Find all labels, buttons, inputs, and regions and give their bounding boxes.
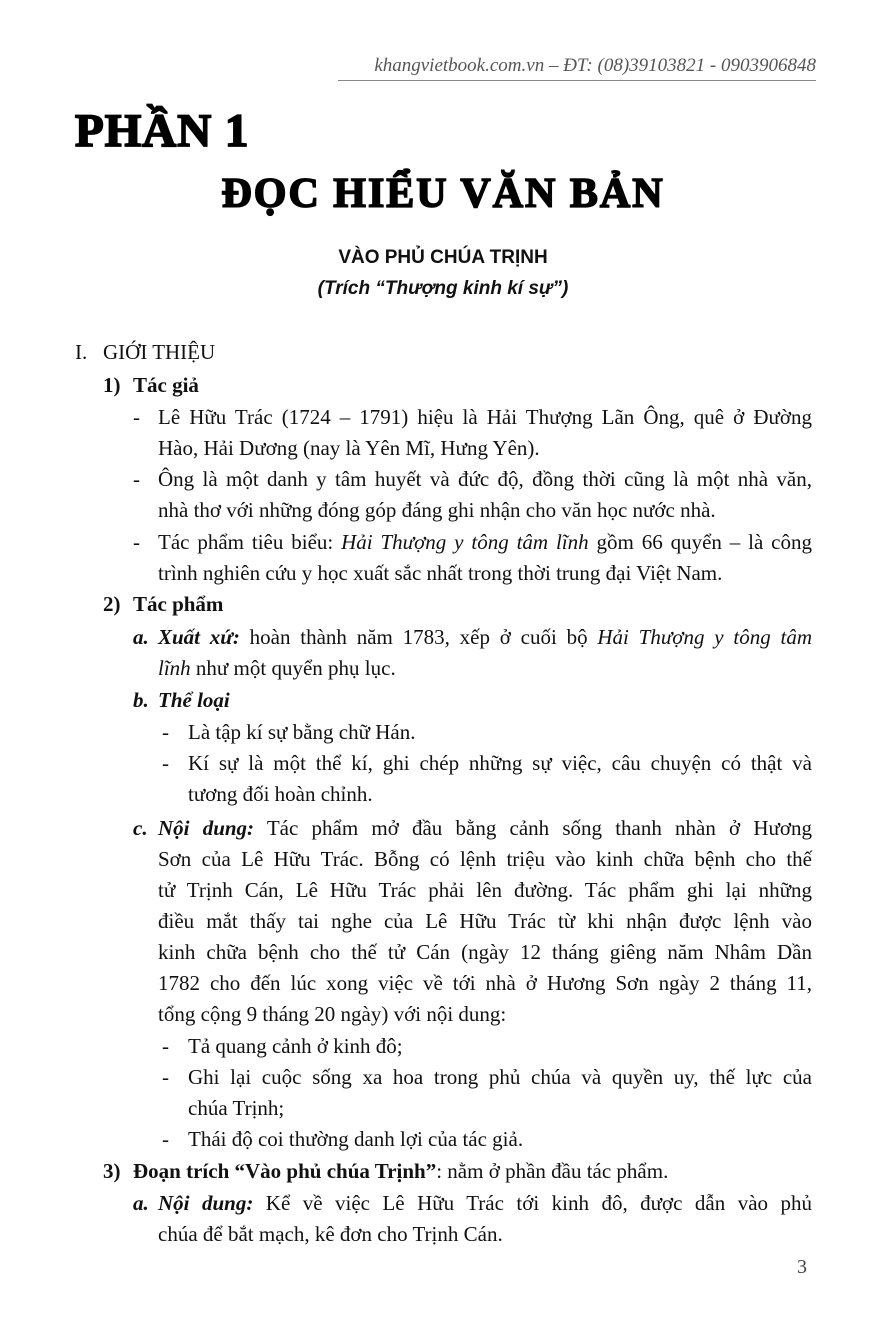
- s2-a-label: Xuất xứ:: [158, 625, 240, 649]
- s1-b3-line2: trình nghiên cứu y học xuất sắc nhất trong thời trung đại Việt Nam.: [158, 561, 723, 585]
- s3-heading-rest: : nằm ở phần đầu tác phẩm.: [436, 1159, 669, 1183]
- s2-b-d2-line1: Kí sự là một thể kí, ghi chép những sự việc, câu chuyện có thật và: [188, 751, 812, 775]
- s1-b3-text-end: gồm 66 quyển – là công: [588, 530, 812, 554]
- s3-a-line1: [158, 1190, 812, 1216]
- s2-heading: Tác phẩm: [133, 592, 224, 616]
- s1-heading: Tác giả: [133, 373, 199, 397]
- s2-c-line4: điều mắt thấy tai nghe của Lê Hữu Trác từ khi nhận được lệnh vào: [158, 909, 812, 933]
- work-title: VÀO PHỦ CHÚA TRỊNH: [338, 247, 548, 268]
- s2-c-line5: kinh chữa bệnh cho thế tử Cán (ngày 12 tháng giêng năm Nhâm Dần: [158, 940, 812, 964]
- s3-heading-line: [133, 1158, 668, 1184]
- s2-c-line3: tử Trịnh Cán, Lê Hữu Trác phải lên đường. Tác phẩm ghi lại những: [158, 878, 812, 902]
- intro-roman: I.: [75, 340, 88, 364]
- s2-c-line2: Sơn của Lê Hữu Trác. Bỗng có lệnh triệu vào kinh chữa bệnh cho thế: [158, 847, 812, 871]
- s2-c-letter: c.: [133, 816, 148, 840]
- header-rule: [338, 80, 816, 81]
- s2-c-label: Nội dung:: [158, 816, 255, 840]
- s2-c-text: Tác phẩm mở đầu bằng cảnh sống thanh nhàn ở Hương: [254, 816, 812, 840]
- intro-heading: GIỚI THIỆU: [103, 340, 216, 364]
- s1-b3-work-title: Hải Thượng y tông tâm lĩnh: [341, 530, 589, 554]
- s1-b3-dash: -: [133, 530, 140, 554]
- s2-c-line1: [158, 815, 812, 841]
- s2-b-label: Thể loại: [158, 688, 230, 712]
- s3-number: 3): [103, 1159, 121, 1183]
- s2-c-line6: 1782 cho đến lúc xong việc về tới nhà ở Hương Sơn ngày 2 tháng 11,: [158, 971, 812, 995]
- s2-a-text-end: như một quyển phụ lục.: [190, 656, 396, 680]
- s1-b2-line1: Ông là một danh y tâm huyết và đức độ, đồng thời cũng là một nhà văn,: [158, 467, 812, 491]
- s1-b1-dash: -: [133, 405, 140, 429]
- s2-a-work-title-end: lĩnh: [158, 656, 191, 680]
- s3-heading: Đoạn trích “Vào phủ chúa Trịnh”: [133, 1159, 437, 1183]
- s3-a-line2: chúa để bắt mạch, kê đơn cho Trịnh Cán.: [158, 1222, 503, 1246]
- section-title: ĐỌC HIỂU VĂN BẢN: [221, 171, 665, 217]
- s1-b2-line2: nhà thơ với những đóng góp đáng ghi nhận cho văn học nước nhà.: [158, 498, 716, 522]
- s1-b2-dash: -: [133, 467, 140, 491]
- s2-a-line2: [158, 655, 396, 681]
- s2-c-d2-dash: -: [162, 1065, 169, 1089]
- s3-a-text: Kể về việc Lê Hữu Trác tới kinh đô, được dẫn vào phủ: [253, 1191, 812, 1215]
- s2-c-line7: tổng cộng 9 tháng 20 ngày) với nội dung:: [158, 1002, 507, 1026]
- s2-c-d1: Tả quang cảnh ở kinh đô;: [188, 1034, 403, 1058]
- s1-b1-line2: Hào, Hải Dương (nay là Yên Mĩ, Hưng Yên).: [158, 436, 540, 460]
- s2-b-d2-line2: tương đối hoàn chỉnh.: [188, 782, 373, 806]
- s1-b1-line1: Lê Hữu Trác (1724 – 1791) hiệu là Hải Thượng Lãn Ông, quê ở Đường: [158, 405, 812, 429]
- page-header: khangvietbook.com.vn – ĐT: (08)39103821 - 0903906848: [374, 55, 816, 76]
- s1-b3-text: Tác phẩm tiêu biểu:: [158, 530, 342, 554]
- part-title: PHẦN 1: [75, 105, 250, 157]
- s2-number: 2): [103, 592, 121, 616]
- s2-c-d3: Thái độ coi thường danh lợi của tác giả.: [188, 1127, 524, 1151]
- s2-a-text: hoàn thành năm 1783, xếp ở cuối bộ: [239, 625, 598, 649]
- s2-a-work-title: Hải Thượng y tông tâm: [597, 625, 812, 649]
- work-subtitle: (Trích “Thượng kinh kí sự”): [317, 278, 569, 299]
- s2-c-d2-line2: chúa Trịnh;: [188, 1096, 285, 1120]
- s2-c-d3-dash: -: [162, 1127, 169, 1151]
- s2-a-line1: [158, 624, 812, 650]
- s3-a-letter: a.: [133, 1191, 149, 1215]
- s3-a-label: Nội dung:: [158, 1191, 254, 1215]
- s2-a-letter: a.: [133, 625, 149, 649]
- s1-b3-line1: [158, 529, 812, 555]
- page-number: 3: [797, 1256, 807, 1278]
- s2-c-d2-line1: Ghi lại cuộc sống xa hoa trong phủ chúa và quyền uy, thế lực của: [188, 1065, 812, 1089]
- s1-number: 1): [103, 373, 121, 397]
- s2-b-letter: b.: [133, 688, 149, 712]
- s2-b-d2-dash: -: [162, 751, 169, 775]
- s2-b-d1: Là tập kí sự bằng chữ Hán.: [188, 720, 416, 744]
- s2-b-d1-dash: -: [162, 720, 169, 744]
- s2-c-d1-dash: -: [162, 1034, 169, 1058]
